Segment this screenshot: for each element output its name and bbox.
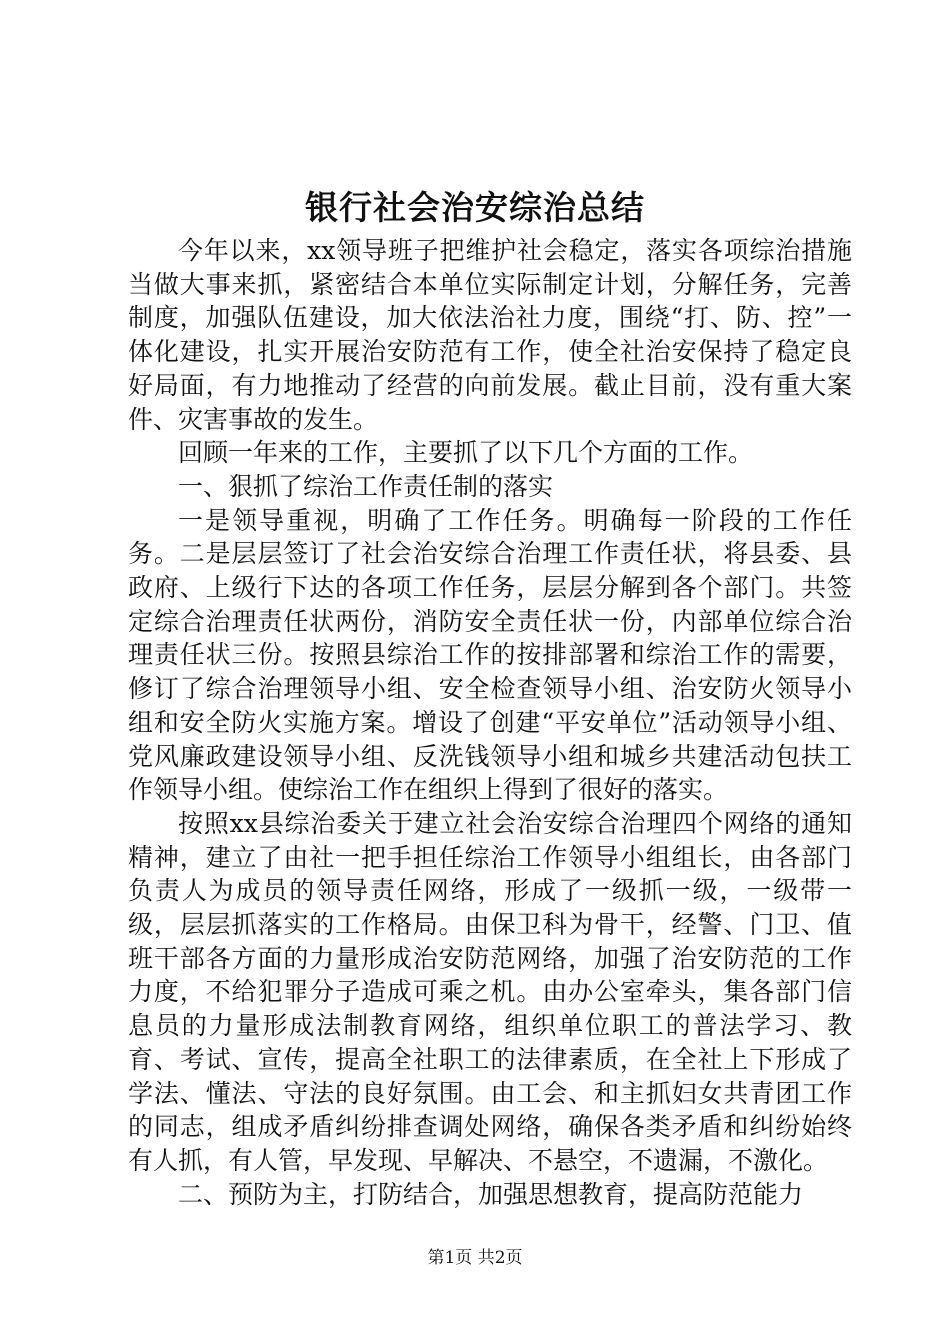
paragraph-review: 回顾一年来的工作，主要抓了以下几个方面的工作。	[178, 438, 754, 468]
paragraph-intro: 今年以来，xx领导班子把维护社会稳定，落实各项综治措施当做大事来抓，紧密结合本单位实际制定计划，分解任务，完善制度，加强队伍建设，加大依法治社力度，围绕“打、防、控”一体化建设，扎实开展治安防范有工作，使全社治安保持了稳定良好局面，有力地推动了经营的向前发展。截止目前，没有重大案件、灾害事故的发生。	[128, 236, 852, 434]
paragraph-responsibility: 一是领导重视，明确了工作任务。明确每一阶段的工作任务。二是层层签订了社会治安综合治理工作责任状，将县委、县政府、上级行下达的各项工作任务，层层分解到各个部门。共签定综合治理责任状两份，消防安全责任状一份，内部单位综合治理责任状三份。按照县综治工作的按排部署和综治工作的需要，修订了综合治理领导小组、安全检查领导小组、治安防火领导小组和安全防火实施方案。增设了创建“平安单位”活动领导小组、党风廉政建设领导小组、反洗钱领导小组和城乡共建活动包扶工作领导小组。使综治工作在组织上得到了很好的落实。	[128, 505, 852, 805]
paragraph-networks: 按照xx县综治委关于建立社会治安综合治理四个网络的通知精神，建立了由社一把手担任综治工作领导小组组长，由各部门负责人为成员的领导责任网络，形成了一级抓一级，一级带一级，层层抓落实的工作格局。由保卫科为骨干，经警、门卫、值班干部各方面的力量形成治安防范网络，加强了治安防范的工作力度，不给犯罪分子造成可乘之机。由办公室牵头，集各部门信息员的力量形成法制教育网络，组织单位职工的普法学习、教育、考试、宣传，提高全社职工的法律素质，在全社上下形成了学法、懂法、守法的良好氛围。由工会、和主抓妇女共青团工作的同志，组成矛盾纠纷排查调处网络，确保各类矛盾和纠纷始终有人抓，有人管，早发现、早解决、不悬空，不遗漏，不激化。	[128, 808, 852, 1175]
page-number: 第1页 共2页	[427, 1248, 523, 1268]
document-body	[128, 234, 852, 1211]
document-title: 银行社会治安综治总结	[305, 188, 645, 227]
section-heading-2: 二、预防为主，打防结合，加强思想教育，提高防范能力	[178, 1179, 804, 1209]
section-heading-1: 一、狠抓了综治工作责任制的落实	[178, 471, 554, 501]
